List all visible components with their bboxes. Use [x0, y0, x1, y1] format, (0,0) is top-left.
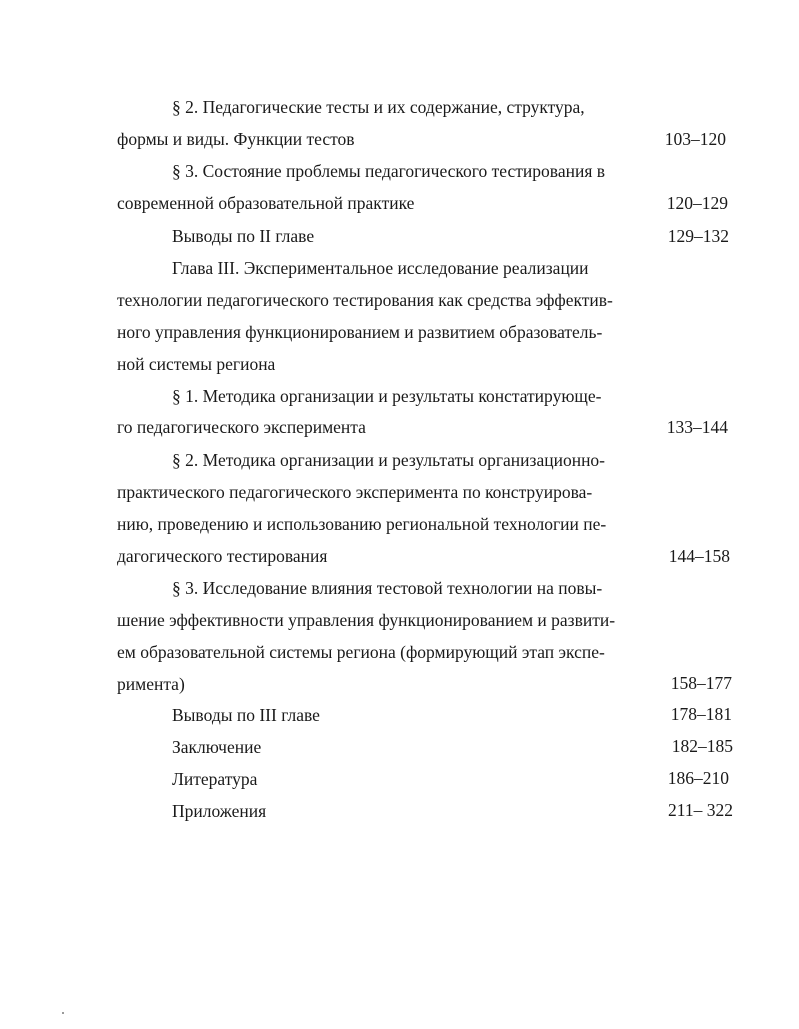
- toc-entry-ch3-s2-pages: 144–158: [668, 546, 730, 566]
- toc-entry-s3-line2: современной образовательной практике: [117, 193, 415, 213]
- toc-chapter3-line1: Глава III. Экспериментальное исследование реализации: [172, 258, 589, 278]
- toc-chapter3-line2: технологии педагогического тестирования как средства эффектив-: [117, 290, 613, 310]
- toc-entry-ch3-s2-line3: нию, проведению и использованию региональной технологии пе-: [117, 514, 607, 534]
- toc-entry-conclusion: Заключение: [172, 737, 262, 757]
- toc-entry-appendices: Приложения: [172, 801, 267, 821]
- toc-entry-s3-pages: 120–129: [666, 193, 728, 213]
- toc-entry-ch3-s3-pages: 158–177: [670, 673, 732, 693]
- toc-entry-ch3-s1-line1: § 1. Методика организации и результаты констатирующе-: [172, 386, 602, 406]
- toc-entry-ch3-s1-line2: го педагогического эксперимента: [117, 417, 366, 437]
- toc-chapter3-line3: ного управления функционированием и развитием образователь-: [117, 322, 603, 342]
- toc-entry-ch3-conclusions-pages: 178–181: [670, 704, 732, 724]
- toc-entry-conclusion-pages: 182–185: [671, 736, 733, 756]
- scan-speck: [62, 1012, 64, 1014]
- toc-chapter3-line4: ной системы региона: [117, 354, 276, 374]
- toc-entry-ch3-s1-pages: 133–144: [666, 417, 728, 437]
- toc-entry-ch2-conclusions: Выводы по II главе: [172, 226, 315, 246]
- toc-entry-ch3-s2-line4: дагогического тестирования: [117, 546, 328, 566]
- toc-entry-ch3-s2-line1: § 2. Методика организации и результаты организационно-: [172, 450, 606, 470]
- toc-entry-appendices-pages: 211– 322: [668, 800, 733, 820]
- toc-entry-ch3-s3-line2: шение эффективности управления функционированием и развити-: [117, 610, 616, 630]
- toc-entry-ch3-s3-line4: римента): [117, 674, 185, 694]
- toc-entry-literature: Литература: [172, 769, 258, 789]
- toc-entry-ch3-conclusions: Выводы по III главе: [172, 705, 320, 725]
- toc-entry-s3-line1: § 3. Состояние проблемы педагогического тестирования в: [172, 161, 606, 181]
- toc-entry-literature-pages: 186–210: [667, 768, 729, 788]
- toc-entry-ch2-conclusions-pages: 129–132: [667, 226, 729, 246]
- toc-entry-ch3-s3-line3: ем образовательной системы региона (формирующий этап экспе-: [117, 642, 605, 662]
- toc-entry-ch3-s2-line2: практического педагогического эксперимента по конструирова-: [117, 482, 593, 502]
- toc-entry-s2-line2: формы и виды. Функции тестов: [117, 129, 355, 149]
- toc-entry-ch3-s3-line1: § 3. Исследование влияния тестовой технологии на повы-: [172, 578, 603, 598]
- toc-entry-s2-pages: 103–120: [664, 129, 726, 149]
- toc-entry-s2-line1: § 2. Педагогические тесты и их содержание, структура,: [172, 97, 585, 117]
